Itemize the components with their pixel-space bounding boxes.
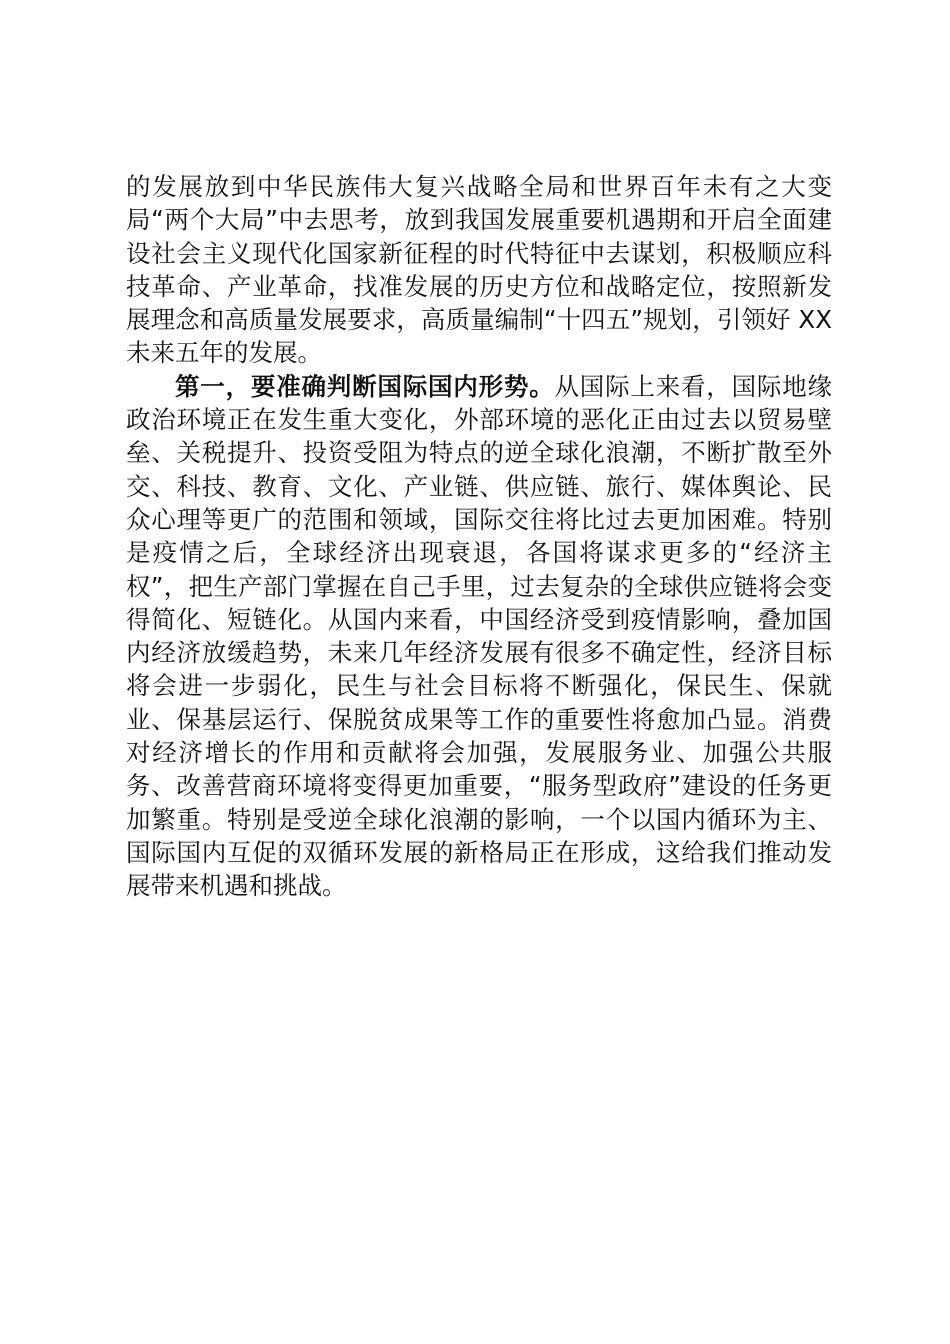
paragraph-continuation (126, 170, 832, 370)
paragraph-first-point (126, 370, 832, 903)
document-body (126, 170, 832, 903)
paragraph-lead-heading: 第一，要准确判断国际国内形势。 (175, 371, 555, 401)
paragraph-text: 的发展放到中华民族伟大复兴战略全局和世界百年未有之大变局“两个大局”中去思考，放到我国发展重要机遇期和开启全面建设社会主义现代化国家新征程的时代特征中去谋划，积极顺应科技革命、产业革命，找准发展的历史方位和战略定位，按照新发展理念和高质量发展要求，高质量编制“十四五”规划，引领好 XX 未来五年的发展。 (126, 172, 832, 368)
paragraph-text: 从国际上来看，国际地缘政治环境正在发生重大变化，外部环境的恶化正由过去以贸易壁垒、关税提升、投资受阻为特点的逆全球化浪潮，不断扩散至外交、科技、教育、文化、产业链、供应链、旅行、媒体舆论、民众心理等更广的范围和领域，国际交往将比过去更加困难。特别是疫情之后，全球经济出现衰退，各国将谋求更多的“经济主权”，把生产部门掌握在自己手里，过去复杂的全球供应链将会变得简化、短链化。从国内来看，中国经济受到疫情影响，叠加国内经济放缓趋势，未来几年经济发展有很多不确定性，经济目标将会进一步弱化，民生与社会目标将不断强化，保民生、保就业、保基层运行、保脱贫成果等工作的重要性将愈加凸显。消费对经济增长的作用和贡献将会加强，发展服务业、加强公共服务、改善营商环境将变得更加重要，“服务型政府”建设的任务更加繁重。特别是受逆全球化浪潮的影响，一个以国内循环为主、国际国内互促的双循环发展的新格局正在形成，这给我们推动发展带来机遇和挑战。 (126, 371, 832, 901)
